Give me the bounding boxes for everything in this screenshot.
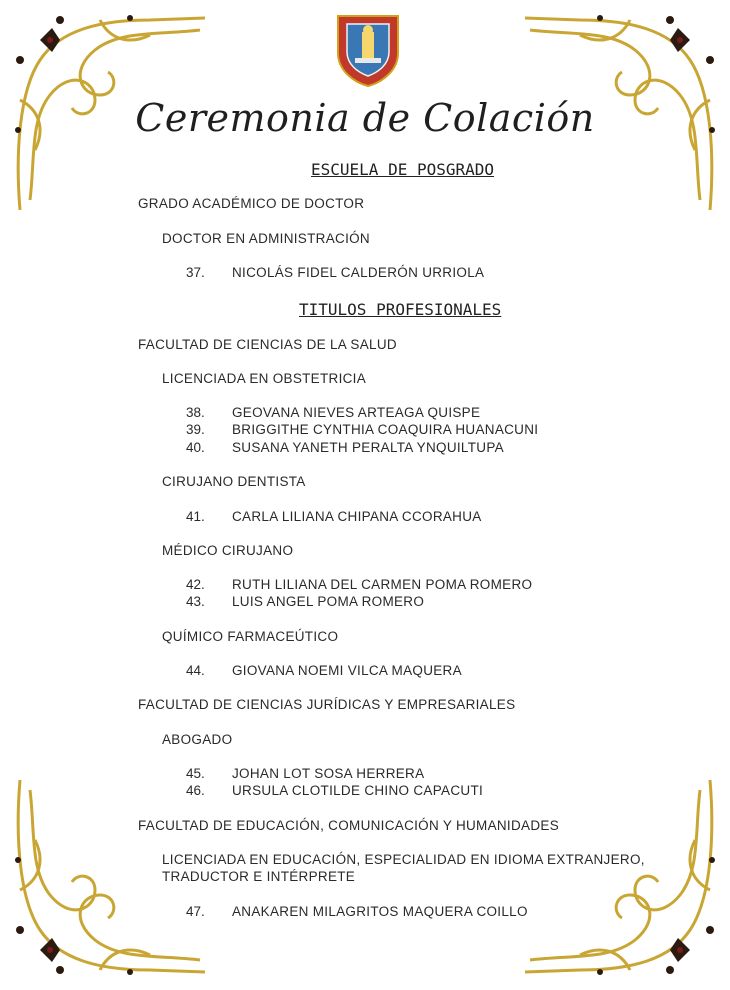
program-heading-continued: TRADUCTOR E INTÉRPRETE bbox=[162, 869, 356, 884]
degree-heading: GRADO ACADÉMICO DE DOCTOR bbox=[138, 196, 365, 211]
graduate-name: CARLA LILIANA CHIPANA CCORAHUA bbox=[232, 509, 482, 524]
graduate-name: URSULA CLOTILDE CHINO CAPACUTI bbox=[232, 783, 484, 798]
page-title: Ceremonia de Colación bbox=[135, 96, 595, 140]
section-heading-titulos: TITULOS PROFESIONALES bbox=[299, 300, 502, 319]
program-heading: LICENCIADA EN EDUCACIÓN, ESPECIALIDAD EN IDIOMA EXTRANJERO, bbox=[162, 852, 645, 867]
graduate-number: 38. bbox=[186, 405, 205, 420]
graduate-number: 42. bbox=[186, 577, 205, 592]
faculty-heading: FACULTAD DE CIENCIAS DE LA SALUD bbox=[138, 337, 397, 352]
program-heading: QUÍMICO FARMACEÚTICO bbox=[162, 629, 339, 644]
graduate-number: 41. bbox=[186, 509, 205, 524]
program-heading: ABOGADO bbox=[162, 732, 233, 747]
graduate-number: 37. bbox=[186, 265, 205, 280]
graduate-number: 45. bbox=[186, 766, 205, 781]
graduate-name: GIOVANA NOEMI VILCA MAQUERA bbox=[232, 663, 462, 678]
program-heading: DOCTOR EN ADMINISTRACIÓN bbox=[162, 231, 370, 246]
faculty-heading: FACULTAD DE CIENCIAS JURÍDICAS Y EMPRESARIALES bbox=[138, 697, 516, 712]
graduate-number: 40. bbox=[186, 440, 205, 455]
faculty-heading: FACULTAD DE EDUCACIÓN, COMUNICACIÓN Y HUMANIDADES bbox=[138, 818, 559, 833]
graduate-name: JOHAN LOT SOSA HERRERA bbox=[232, 766, 425, 781]
university-seal-icon bbox=[333, 8, 403, 88]
graduate-name: GEOVANA NIEVES ARTEAGA QUISPE bbox=[232, 405, 481, 420]
graduate-number: 44. bbox=[186, 663, 205, 678]
corner-ornament-bottom-right bbox=[510, 770, 730, 990]
program-heading: MÉDICO CIRUJANO bbox=[162, 543, 294, 558]
program-heading: LICENCIADA EN OBSTETRICIA bbox=[162, 371, 367, 386]
graduate-number: 46. bbox=[186, 783, 205, 798]
graduate-name: LUIS ANGEL POMA ROMERO bbox=[232, 594, 425, 609]
program-heading: CIRUJANO DENTISTA bbox=[162, 474, 306, 489]
graduate-number: 47. bbox=[186, 904, 205, 919]
graduate-name: NICOLÁS FIDEL CALDERÓN URRIOLA bbox=[232, 265, 485, 280]
section-heading-posgrado: ESCUELA DE POSGRADO bbox=[311, 160, 495, 179]
graduate-name: RUTH LILIANA DEL CARMEN POMA ROMERO bbox=[232, 577, 533, 592]
graduate-number: 39. bbox=[186, 422, 205, 437]
graduate-name: SUSANA YANETH PERALTA YNQUILTUPA bbox=[232, 440, 504, 455]
graduate-name: BRIGGITHE CYNTHIA COAQUIRA HUANACUNI bbox=[232, 422, 539, 437]
graduate-number: 43. bbox=[186, 594, 205, 609]
graduate-name: ANAKAREN MILAGRITOS MAQUERA COILLO bbox=[232, 904, 528, 919]
